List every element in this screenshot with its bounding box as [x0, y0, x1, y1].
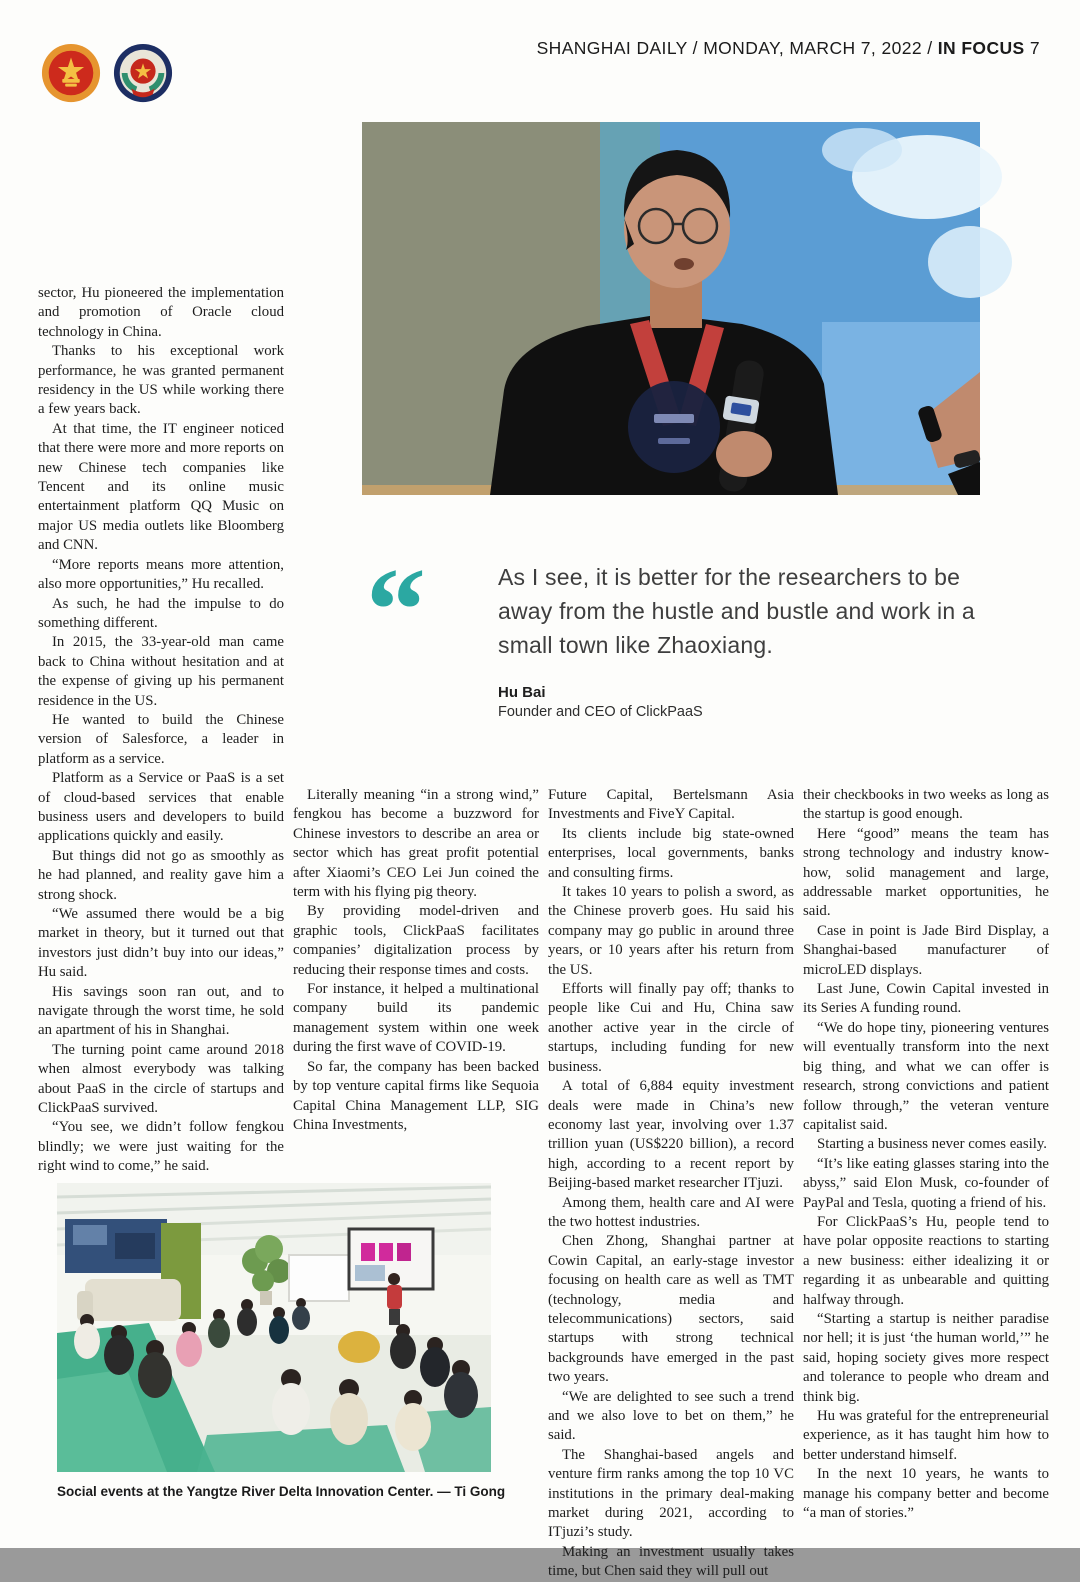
masthead-and-date: SHANGHAI DAILY / MONDAY, MARCH 7, 2022 /: [536, 38, 938, 58]
page-number: 7: [1024, 38, 1040, 58]
paragraph: “We are delighted to see such a trend and we also love to bet on them,” he said.: [548, 1388, 794, 1444]
paragraph: A total of 6,884 equity investment deals were made in China’s new economy last year, involving over 1.37 trillion yuan (US$220 billion), a record high, according to a recent report by Beijing-based market researcher ITjuzi.: [548, 1078, 794, 1192]
article-column-4: [803, 786, 1049, 1523]
paragraph: By providing model-driven and graphic tools, ClickPaaS facilitates companies’ digitalization process by reducing their response times and costs.: [293, 903, 539, 978]
paragraph: Here “good” means the team has strong technology and industry know-how, solid management and large, addressable market opportunities, he said.: [803, 825, 1049, 920]
paragraph: His savings soon ran out, and to navigate through the worst time, he sold an apartment of his in Shanghai.: [38, 983, 284, 1039]
article-column-2: [293, 786, 539, 1135]
paragraph: He wanted to build the Chinese version of Salesforce, a leader in platform as a service.: [38, 711, 284, 767]
paragraph: In the next 10 years, he wants to manage his company better and become “a man of stories.”: [803, 1466, 1049, 1522]
paragraph: “We assumed there would be a big market in theory, but it turned out that investors just didn’t buy into our ideas,” Hu said.: [38, 906, 284, 981]
paragraph: Among them, health care and AI were the two hottest industries.: [548, 1194, 794, 1230]
paragraph: Case in point is Jade Bird Display, a Shanghai-based manufacturer of microLED displays.: [803, 922, 1049, 978]
paragraph: So far, the company has been backed by top venture capital firms like Sequoia Capital China Management LLP, SIG China Investments,: [293, 1058, 539, 1133]
paragraph: The Shanghai-based angels and venture firm ranks among the top 10 VC institutions in the primary deal-making market during 2021, according to ITjuzi’s study.: [548, 1446, 794, 1541]
paragraph: For instance, it helped a multinational company build its pandemic management system within one week during the first wave of COVID-19.: [293, 981, 539, 1056]
paragraph: Thanks to his exceptional work performance, he was granted permanent residency in the US while working there a few years back.: [38, 343, 284, 418]
china-national-emblem-icon: [40, 42, 102, 104]
article-column-3: [548, 786, 794, 1582]
paragraph: For ClickPaaS’s Hu, people tend to have polar opposite reactions to starting a new business: either idealizing it or regarding it as unbearable and quitting halfway through.: [803, 1213, 1049, 1308]
social-events-photo: [57, 1183, 491, 1472]
page-header: [537, 38, 1040, 59]
paragraph: At that time, the IT engineer noticed that there were more and more reports on new Chinese tech companies like Tencent and its online music entertainment platform QQ Music on major US media outlets like Bloomberg and CNN.: [38, 420, 284, 554]
cppcc-emblem-icon: [112, 42, 174, 104]
paragraph: “It’s like eating glasses staring into the abyss,” said Elon Musk, co-founder of PayPal and Tesla, quoting a friend of his.: [803, 1155, 1049, 1211]
paragraph: “More reports means more attention, also more opportunities,” Hu recalled.: [38, 556, 284, 593]
quote-author: Hu Bai: [498, 684, 546, 701]
quote-author-title: Founder and CEO of ClickPaaS: [498, 704, 703, 720]
whiteboard: [289, 1255, 349, 1301]
paragraph: Its clients include big state-owned enterprises, local governments, banks and consulting firms.: [548, 825, 794, 881]
paragraph: As such, he had the impulse to do something different.: [38, 595, 284, 631]
paragraph: But things did not go as smoothly as he had planned, and reality gave him a strong shock.: [38, 847, 284, 903]
paragraph: Literally meaning “in a strong wind,” fengkou has become a buzzword for Chinese investors to describe an area or sector which has great profit potential after Xiaomi’s CEO Lei Jun coined the term with his flying pig theory.: [293, 787, 539, 901]
paragraph: Starting a business never comes easily.: [817, 1136, 1047, 1153]
paragraph: The turning point came around 2018 when almost everybody was talking about PaaS in the circle of startups and ClickPaaS survived.: [38, 1041, 284, 1117]
sofa: [77, 1279, 181, 1321]
quote-mark-icon: “: [366, 543, 420, 676]
paragraph: “You see, we didn’t follow fengkou blindly; we were just waiting for the right wind to come,” he said.: [38, 1119, 284, 1175]
paragraph: In 2015, the 33-year-old man came back to China without hesitation and at the expense of giving up his permanent residence in the US.: [38, 634, 284, 709]
paragraph: “We do hope tiny, pioneering ventures will eventually transform into the next big thing, and what we can offer is research, strong convictions and patient follow through,” the veteran venture capitalist said.: [803, 1019, 1049, 1133]
paragraph: Making an investment usually takes time, but Chen said they will pull out: [548, 1543, 794, 1580]
pull-quote-body: [498, 556, 982, 720]
paragraph: Platform as a Service or PaaS is a set of cloud-based services that enable business users and developers to build applications quickly and easily.: [38, 770, 284, 845]
paragraph: sector, Hu pioneered the implementation and promotion of Oracle cloud technology in China.: [38, 285, 284, 340]
speaker-photo: [362, 122, 980, 495]
pull-quote-text: As I see, it is better for the researchers to be away from the hustle and bustle and work in a small town like Zhaoxiang.: [498, 564, 975, 658]
paragraph: their checkbooks in two weeks as long as the startup is good enough.: [803, 787, 1049, 823]
section-title: IN FOCUS: [937, 38, 1025, 58]
paragraph: It takes 10 years to polish a sword, as the Chinese proverb goes. Hu said his company may go public in around three years, or 10 years after his return from the US.: [548, 884, 794, 978]
photo-caption: Social events at the Yangtze River Delta Innovation Center. — Ti Gong: [57, 1484, 506, 1499]
paragraph: Hu was grateful for the entrepreneurial experience, as it has taught him how to better understand himself.: [803, 1408, 1049, 1463]
wall-tv: [65, 1219, 167, 1273]
paragraph: Future Capital, Bertelsmann Asia Investments and FiveY Capital.: [548, 787, 794, 823]
yellow-beanbag: [338, 1331, 380, 1363]
paragraph: Last June, Cowin Capital invested in its Series A funding round.: [803, 981, 1049, 1017]
article-column-1: [38, 284, 284, 1177]
pull-quote: [366, 543, 982, 720]
paragraph: “Starting a startup is neither paradise nor hell; it is just ‘the human world,’” he said, hoping society gives more respect and tolerance to people who dream and think big.: [803, 1310, 1049, 1405]
masthead-emblems: [40, 42, 174, 104]
paragraph: Efforts will finally pay off; thanks to people like Cui and Hu, China saw another active year in the circle of startups, including funding for new business.: [548, 981, 794, 1075]
paragraph: Chen Zhong, Shanghai partner at Cowin Capital, an early-stage investor focusing on health care as well as TMT (technology, media and telecommunications) sectors, said startups with strong technical backgrounds have emerged in the past two years.: [548, 1233, 794, 1386]
